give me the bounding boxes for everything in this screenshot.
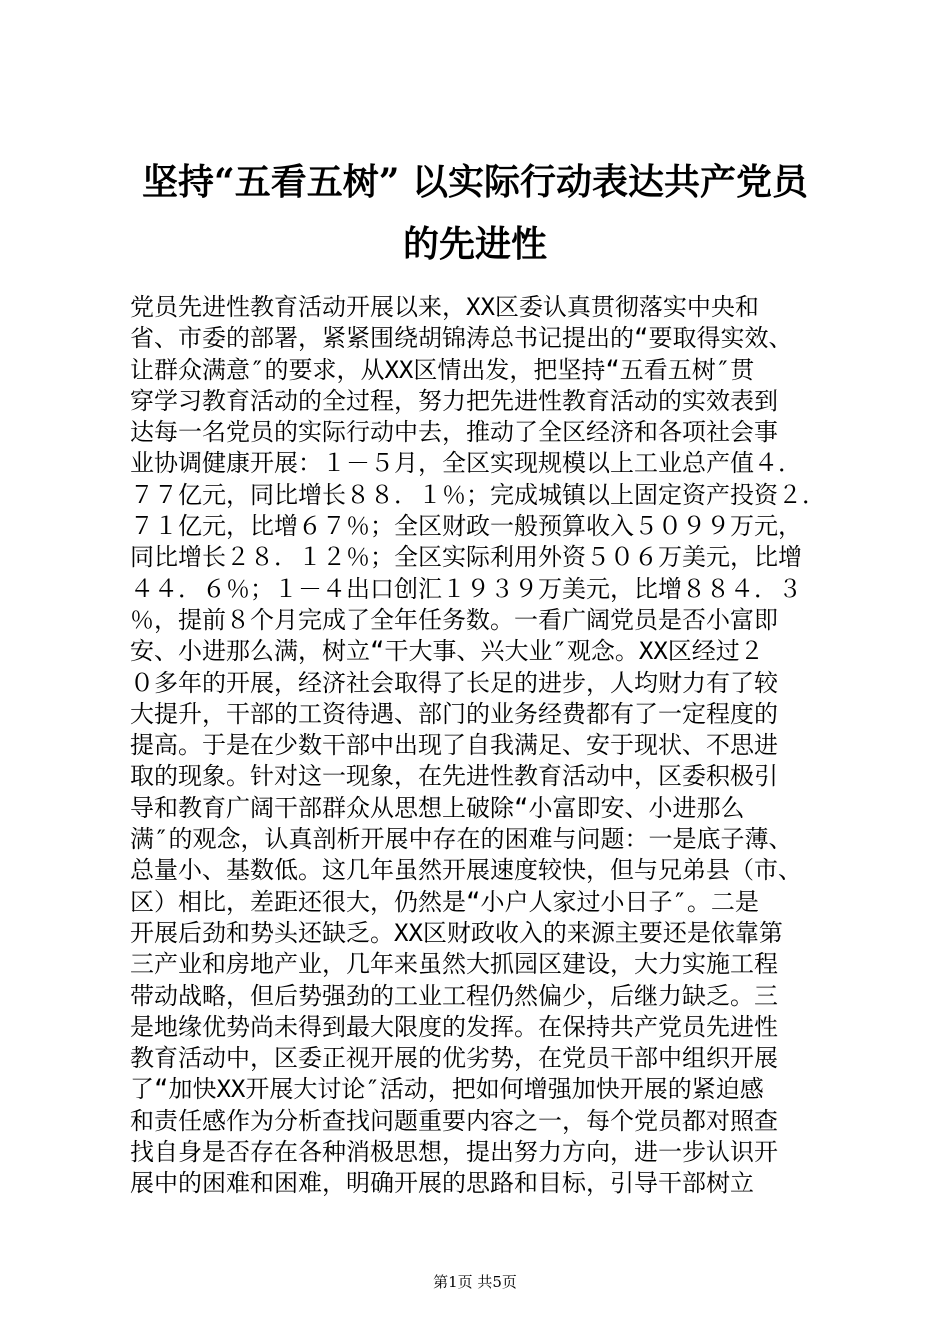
body-line: ０多年的开展，经济社会取得了长足的进步，人均财力有了较 bbox=[130, 668, 778, 697]
body-line: 取的现象。针对这一现象，在先进性教育活动中，区委积极引 bbox=[130, 762, 778, 791]
body-line: 区）相比，差距还很大，仍然是“小户人家过小日子″。二是 bbox=[130, 887, 759, 916]
body-line: 穿学习教育活动的全过程，努力把先进性教育活动的实效表到 bbox=[130, 386, 778, 415]
body-line: 党员先进性教育活动开展以来，XX区委认真贯彻落实中央和 bbox=[130, 293, 759, 321]
body-line: 了“加快XX开展大讨论″活动，把如何增强加快开展的紧迫感 bbox=[130, 1075, 764, 1104]
body-line: 三产业和房地产业，几年来虽然大抓园区建设，大力实施工程 bbox=[130, 950, 778, 979]
body-line: 带动战略，但后势强劲的工业工程仍然偏少，后继力缺乏。三 bbox=[130, 981, 778, 1010]
body-line: 是地缘优势尚未得到最大限度的发挥。在保持共产党员先进性 bbox=[130, 1012, 778, 1041]
document-title-line-1: 坚持“五看五树” 以实际行动表达共产党员 bbox=[142, 161, 808, 203]
body-line: 开展后劲和势头还缺乏。XX区财政收入的来源主要还是依靠第 bbox=[130, 918, 783, 947]
body-paragraph bbox=[130, 292, 830, 1200]
body-line: 同比增长２８．１２％；全区实际利用外资５０６万美元，比增 bbox=[130, 543, 802, 572]
body-line: 省、市委的部署，紧紧围绕胡锦涛总书记提出的“要取得实效、 bbox=[130, 324, 793, 353]
body-line: 业协调健康开展：１－５月，全区实现规模以上工业总产值４． bbox=[130, 449, 802, 478]
body-line: 总量小、基数低。这几年虽然开展速度较快，但与兄弟县（市、 bbox=[130, 856, 802, 885]
body-line: 达每一名党员的实际行动中去，推动了全区经济和各项社会事 bbox=[130, 418, 778, 447]
body-line: 教育活动中，区委正视开展的优劣势，在党员干部中组织开展 bbox=[130, 1044, 778, 1073]
body-line: 让群众满意″的要求，从XX区情出发，把坚持“五看五树″贯 bbox=[130, 355, 755, 384]
body-line: 提高。于是在少数干部中出现了自我满足、安于现状、不思进 bbox=[130, 731, 778, 760]
body-line: ％，提前８个月完成了全年任务数。一看广阔党员是否小富即 bbox=[130, 605, 778, 634]
body-line: ４４．６％；１－４出口创汇１９３９万美元，比增８８４．３ bbox=[130, 574, 802, 603]
body-line: 安、小进那么满，树立“干大事、兴大业″观念。XX区经过２ bbox=[130, 637, 764, 666]
document-title-line-2: 的先进性 bbox=[402, 223, 547, 265]
body-line: ７７亿元，同比增长８８．１％；完成城镇以上固定资产投资２． bbox=[130, 480, 826, 509]
page-number-footer: 第1页 共5页 bbox=[433, 1273, 517, 1291]
body-line: 展中的困难和困难，明确开展的思路和目标，引导干部树立 bbox=[130, 1169, 754, 1198]
body-line: 满″的观念，认真剖析开展中存在的困难与问题：一是底子薄、 bbox=[130, 825, 793, 854]
body-line: ７１亿元，比增６７％；全区财政一般预算收入５０９９万元， bbox=[130, 512, 802, 541]
body-line: 大提升，干部的工资待遇、部门的业务经费都有了一定程度的 bbox=[130, 699, 778, 728]
body-line: 导和教育广阔干部群众从思想上破除“小富即安、小进那么 bbox=[130, 793, 745, 822]
body-line: 和责任感作为分析查找问题重要内容之一，每个党员都对照查 bbox=[130, 1106, 778, 1135]
body-line: 找自身是否存在各种消极思想，提出努力方向，进一步认识开 bbox=[130, 1138, 778, 1167]
